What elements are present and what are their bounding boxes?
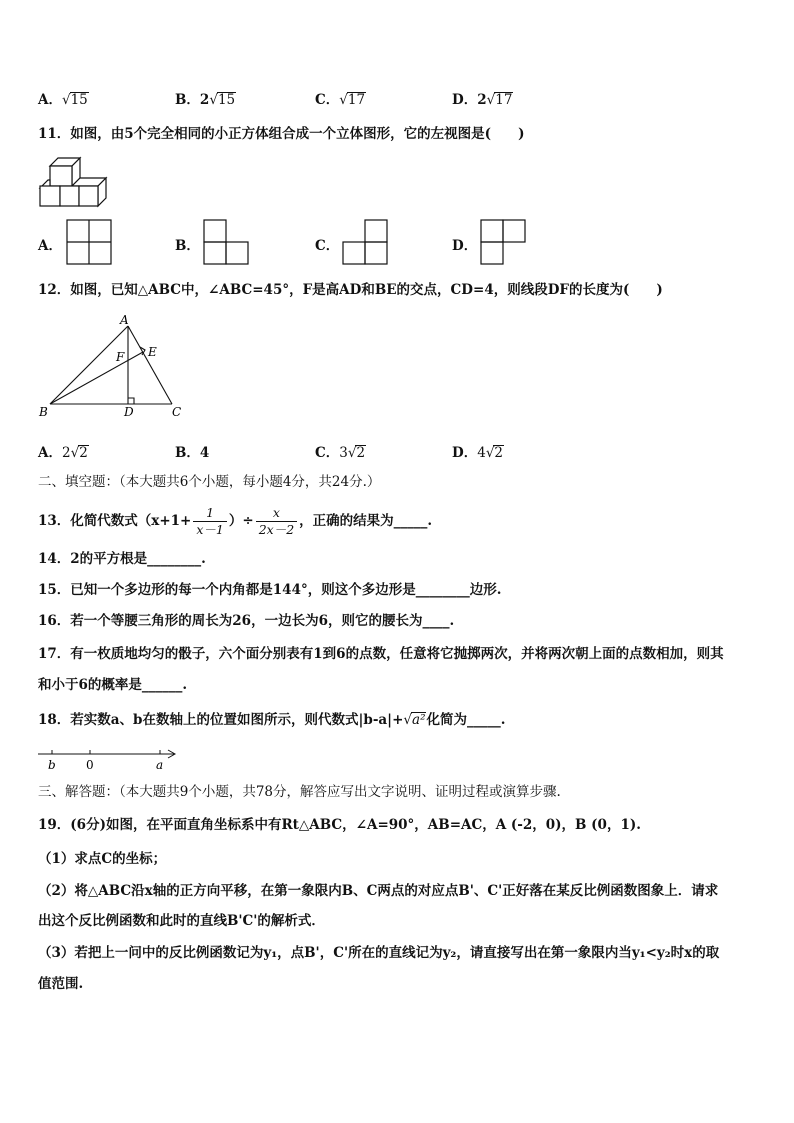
q11-option-a-figure bbox=[66, 219, 112, 265]
q13-question: 13．化简代数式（x+1+ $\frac{1}{x-1}$ ）÷ $\frac{x}{2x-2}$ ，正确的结果为_____. bbox=[38, 505, 433, 537]
q17-question-line2: 和小于6的概率是______. bbox=[38, 677, 188, 693]
numberline-a: a bbox=[156, 758, 164, 772]
q12-question: 12．如图，已知△ABC中，∠ABC=45°，F是高AD和BE的交点，CD=4，则线段DF的长度为( ) bbox=[38, 282, 663, 298]
q13-fraction-1: $\frac{1}{x-1}$ bbox=[193, 505, 227, 538]
side-ac bbox=[128, 326, 172, 404]
q12-option-b: B．4 bbox=[175, 445, 210, 461]
side-ab bbox=[50, 326, 128, 404]
section-2-heading: 二、填空题：（本大题共6个小题，每小题4分，共24分.） bbox=[38, 474, 381, 490]
q11-option-d-figure bbox=[480, 219, 528, 267]
q12-triangle-figure bbox=[36, 312, 186, 420]
q19-question: 19．(6分)如图，在平面直角坐标系中有Rt△ABC，∠A=90°，AB=AC，A (-2，0)，B (0，1). bbox=[38, 817, 641, 833]
label-a: A bbox=[120, 313, 129, 327]
q11-option-c-label: C． bbox=[315, 238, 340, 254]
altitude-be bbox=[50, 352, 143, 404]
label-e: E bbox=[148, 345, 157, 359]
q17-question-line1: 17．有一枚质地均匀的骰子，六个面分别表有1到6的点数，任意将它抛掷两次，并将两次朝上面的点数相加，则其 bbox=[38, 646, 724, 662]
q19-part3-line2: 值范围. bbox=[38, 976, 84, 992]
q10-option-d: D．2√17 bbox=[452, 92, 513, 108]
q18-number-line bbox=[36, 744, 180, 774]
numberline-b: b bbox=[48, 758, 56, 772]
q12-option-c: C．3√2 bbox=[315, 445, 366, 461]
section-3-heading: 三、解答题：（本大题共9个小题，共78分，解答应写出文字说明、证明过程或演算步骤. bbox=[38, 784, 561, 800]
q13-fraction-2: $\frac{x}{2x-2}$ bbox=[256, 505, 297, 538]
q12-option-d: D．4√2 bbox=[452, 445, 504, 461]
label-b: B bbox=[39, 405, 48, 419]
q11-cube-figure bbox=[38, 152, 110, 212]
q18-question: 18．若实数a、b在数轴上的位置如图所示，则代数式|b-a|+√a²化简为_____. bbox=[38, 712, 506, 728]
label-c: C bbox=[172, 405, 182, 419]
q19-part3-line1: （3）若把上一问中的反比例函数记为y₁，点B'，C'所在的直线记为y₂，请直接写出在第一象限内当y₁<y₂时x的取 bbox=[38, 945, 720, 961]
q19-part2-line2: 出这个反比例函数和此时的直线B'C'的解析式． bbox=[38, 913, 325, 929]
q15-question: 15．已知一个多边形的每一个内角都是144°，则这个多边形是________边形. bbox=[38, 582, 502, 598]
label-f: F bbox=[116, 350, 125, 364]
q10-option-a: A．√15 bbox=[38, 92, 88, 108]
q11-question: 11．如图，由5个完全相同的小正方体组合成一个立体图形，它的左视图是( ) bbox=[38, 126, 525, 142]
q10-option-c: C．√17 bbox=[315, 92, 366, 108]
q11-option-b-label: B． bbox=[175, 238, 200, 254]
q10-option-b: B．2√15 bbox=[175, 92, 236, 108]
q14-question: 14．2的平方根是________. bbox=[38, 551, 206, 567]
q16-question: 16．若一个等腰三角形的周长为26，一边长为6，则它的腰长为____. bbox=[38, 613, 455, 629]
q19-part1: （1）求点C的坐标； bbox=[38, 851, 167, 867]
q12-option-a: A．2√2 bbox=[38, 445, 88, 461]
q19-part2-line1: （2）将△ABC沿x轴的正方向平移，在第一象限内B、C两点的对应点B'、C'正好落在某反比例函数图象上．请求 bbox=[38, 883, 719, 899]
q11-option-a-label: A． bbox=[38, 238, 62, 254]
numberline-zero: 0 bbox=[86, 758, 94, 772]
q11-option-d-label: D． bbox=[452, 238, 478, 254]
label-d: D bbox=[124, 405, 134, 419]
q11-option-b-figure bbox=[203, 219, 251, 267]
q11-option-c-figure bbox=[342, 219, 390, 267]
